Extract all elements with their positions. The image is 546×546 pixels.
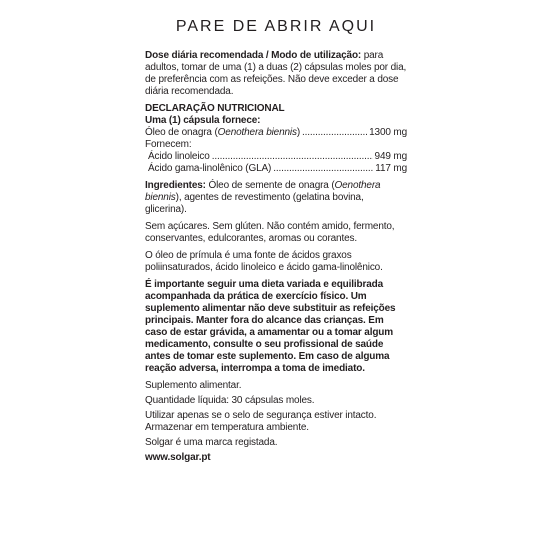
nutrition-row-oil xyxy=(145,127,407,139)
oil-value: 1300 mg xyxy=(369,127,407,138)
website-link[interactable]: www.solgar.pt xyxy=(145,452,211,463)
nutrient-name: Ácido linoleico xyxy=(148,151,210,162)
open-here-header: PARE DE ABRIR AQUI xyxy=(175,18,377,35)
dosage-label: Dose diária recomendada / Modo de utilização: xyxy=(145,50,362,61)
nutrition-title: DECLARAÇÃO NUTRICIONAL xyxy=(145,103,285,114)
free-from-paragraph: Sem açúcares. Sem glúten. Não contém amido, fermento, conservantes, edulcorantes, aromas ou corantes. xyxy=(145,221,395,244)
seal-note: Utilizar apenas se o selo de segurança estiver intacto. xyxy=(145,410,377,421)
trademark-note: Solgar é uma marca registada. xyxy=(145,437,278,448)
dot-leader xyxy=(273,163,373,175)
dot-leader xyxy=(212,151,373,163)
dosage-paragraph xyxy=(145,50,407,98)
storage-note: Armazenar em temperatura ambiente. xyxy=(145,422,309,433)
nutrient-value: 949 mg xyxy=(374,151,407,162)
net-quantity: Quantidade líquida: 30 cápsulas moles. xyxy=(145,395,315,406)
nutrition-row xyxy=(145,151,407,163)
nutrition-declaration xyxy=(145,103,407,175)
nutrition-subtitle: Uma (1) cápsula fornece: xyxy=(145,115,261,126)
supplement-label xyxy=(145,18,407,464)
ingredients-label: Ingredientes: xyxy=(145,180,206,191)
dosage-text: para adultos, tomar de uma (1) a duas (2) cápsulas moles por dia, de preferência com as refeições. Não deve exceder a dose diária recomendada. xyxy=(145,50,407,97)
supplement-note: Suplemento alimentar. xyxy=(145,380,242,391)
primrose-paragraph: O óleo de prímula é uma fonte de ácidos graxos poliinsaturados, ácido linoleico e ácido gama-linolênico. xyxy=(145,250,383,273)
nutrient-name: Ácido gama-linolênico (GLA) xyxy=(148,163,272,174)
nutrition-row xyxy=(145,163,407,175)
nutrient-value: 117 mg xyxy=(375,163,407,174)
dot-leader xyxy=(302,127,367,139)
oil-name: Óleo de onagra (Oenothera biennis) xyxy=(145,127,301,138)
warning-paragraph: É importante seguir uma dieta variada e equilibrada acompanhada da prática de exercício físico. Um suplemento alimentar não deve substituir as refeições principais. Manter fora do alcance das crianças. Em caso de estar grávida, a amamentar ou a tomar algum medicamento, consulte o seu profissional de saúde antes de tomar este suplemento. Em caso de alguma reação adversa, interrompa a toma de imediato. xyxy=(145,279,396,374)
ingredients-paragraph: Ingredientes: Óleo de semente de onagra (Oenothera biennis), agentes de revestimento (gelatina bovina, glicerina). xyxy=(145,180,381,215)
provides-label: Fornecem: xyxy=(145,139,192,150)
